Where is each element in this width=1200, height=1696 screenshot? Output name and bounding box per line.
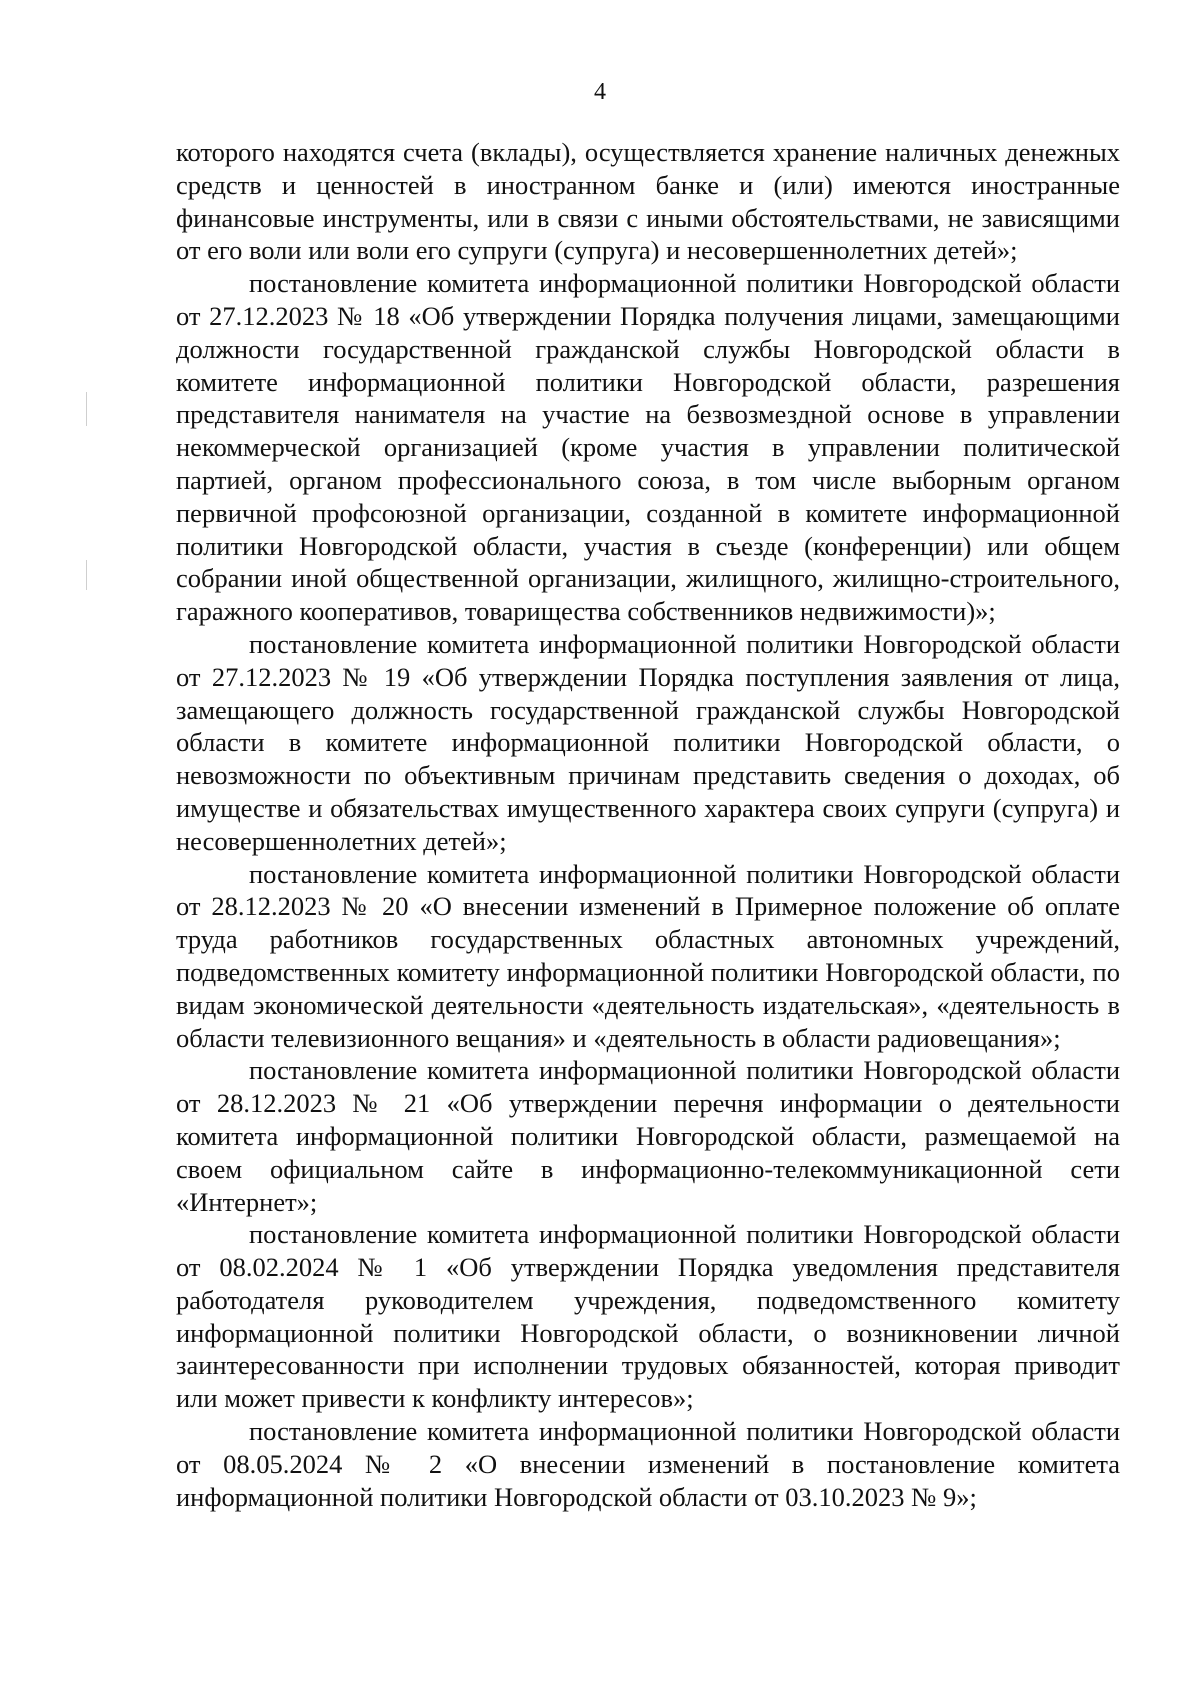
paragraph-resolution-18: постановление комитета информационной политики Новгородской области от 27.12.2023 № 18 «Об утверждении Порядка получения лицами, замещающими должности государственной гражданской службы Новгородской области в комитете информационной политики Новгородской области, разрешения представителя нанимателя на участие на безвозмездной основе в управлении некоммерческой организацией (кроме участия в управлении политической партией, органом профессионального союза, в том числе выборным органом первичной профсоюзной организации, созданной в комитете информационной политики Новгородской области, участия в съезде (конференции) или общем собрании иной общественной организации, жилищного, жилищно-строительного, гаражного кооперативов, товарищества собственников недвижимости)»;	[176, 268, 1120, 627]
paragraph-resolution-19: постановление комитета информационной политики Новгородской области от 27.12.2023 № 19 «Об утверждении Порядка поступления заявления от лица, замещающего должность государственной гражданской службы Новгородской области в комитете информационной политики Новгородской области, о невозможности по объективным причинам представить сведения о доходах, об имуществе и обязательствах имущественного характера своих супруги (супруга) и несовершеннолетних детей»;	[176, 628, 1120, 856]
paragraph-resolution-2: постановление комитета информационной политики Новгородской области от 08.05.2024 № 2 «О внесении изменений в постановление комитета информационной политики Новгородской области от 03.10.2023 № 9»;	[176, 1416, 1120, 1512]
scan-margin-mark	[86, 392, 87, 426]
scan-margin-mark	[86, 560, 87, 590]
paragraph-resolution-21: постановление комитета информационной политики Новгородской области от 28.12.2023 № 21 «Об утверждении перечня информации о деятельности комитета информационной политики Новгородской области, размещаемой на своем официальном сайте в информационно-телекоммуникационной сети «Интернет»;	[176, 1055, 1120, 1217]
page-number: 4	[594, 79, 606, 105]
document-body	[176, 136, 1120, 1513]
paragraph-resolution-1: постановление комитета информационной политики Новгородской области от 08.02.2024 № 1 «Об утверждении Порядка уведомления представителя работодателя руководителем учреждения, подведомственного комитету информационной политики Новгородской области, о возникновении личной заинтересованности при исполнении трудовых обязанностей, которая приводит или может привести к конфликту интересов»;	[176, 1219, 1120, 1414]
paragraph-continuation: которого находятся счета (вклады), осуществляется хранение наличных денежных средств и ценностей в иностранном банке и (или) имеются иностранные финансовые инструменты, или в связи с иными обстоятельствами, не зависящими от его воли или воли его супруги (супруга) и несовершеннолетних детей»;	[176, 137, 1120, 266]
paragraph-resolution-20: постановление комитета информационной политики Новгородской области от 28.12.2023 № 20 «О внесении изменений в Примерное положение об оплате труда работников государственных областных автономных учреждений, подведомственных комитету информационной политики Новгородской области, по видам экономической деятельности «деятельность издательская», «деятельность в области телевизионного вещания» и «деятельность в области радиовещания»;	[176, 858, 1120, 1053]
